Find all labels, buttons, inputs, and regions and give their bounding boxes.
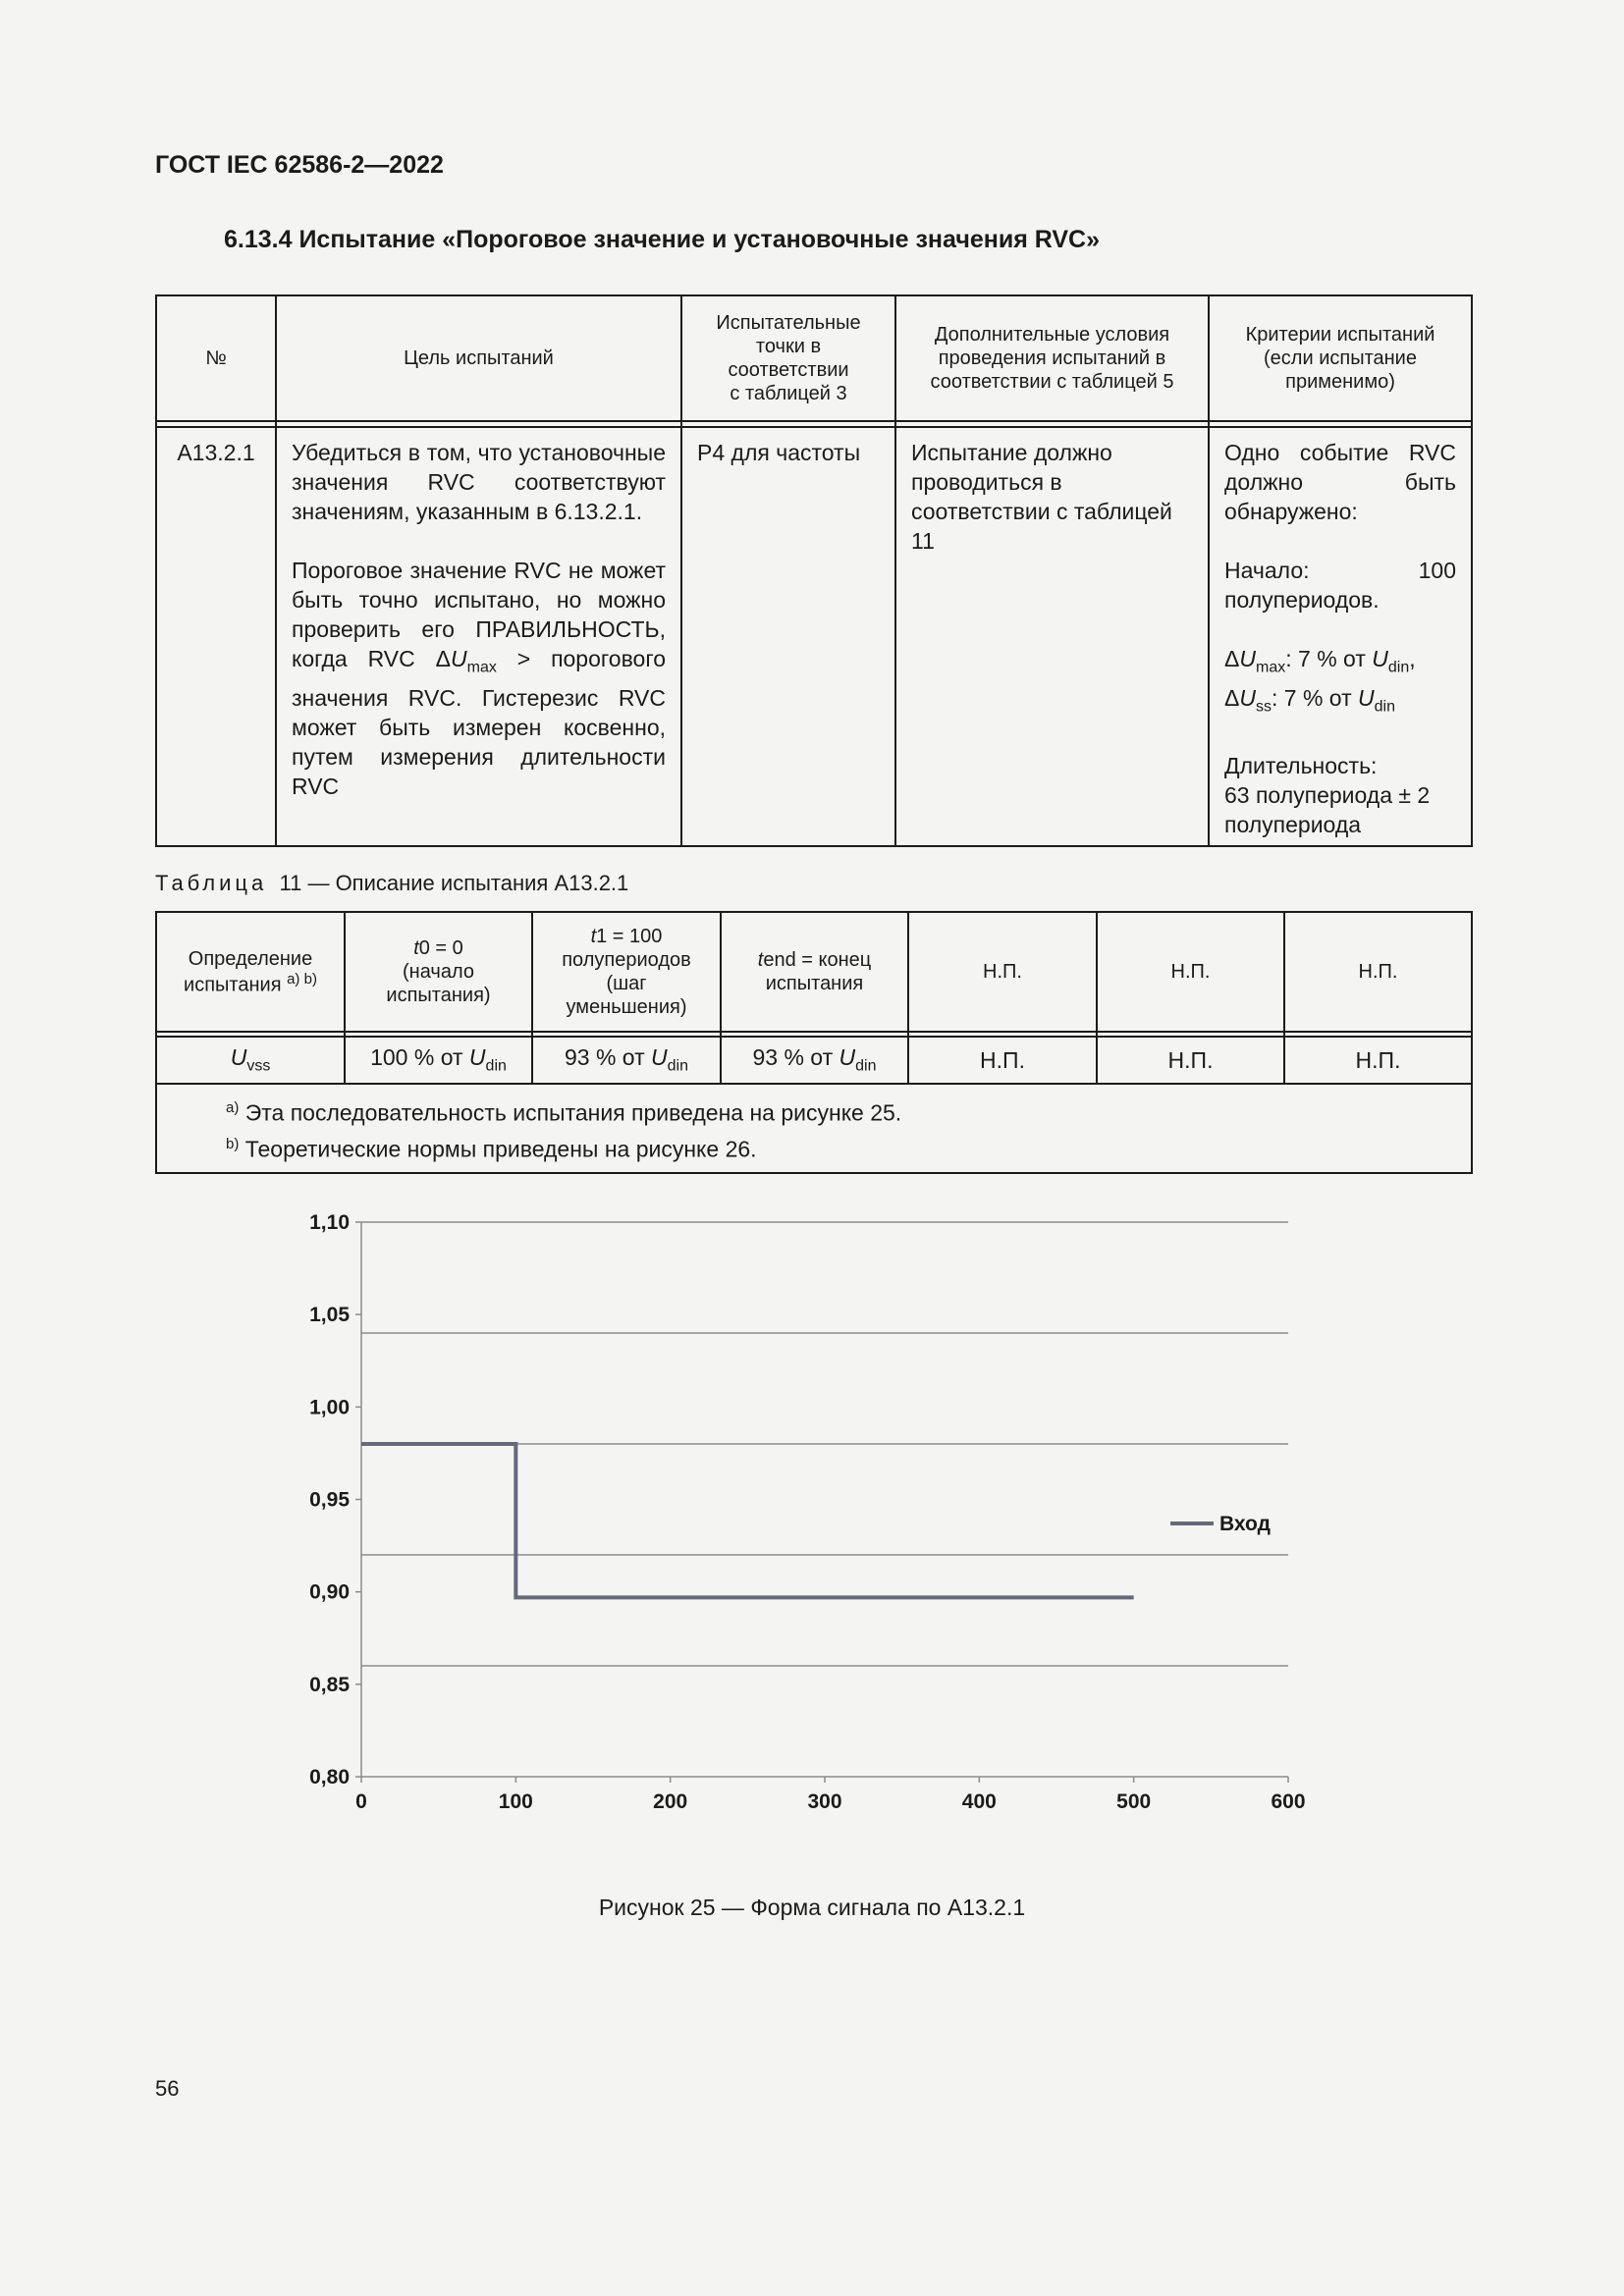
y-tick-label: 0,95 [309,1488,350,1512]
y-tick-label: 0,85 [309,1673,350,1696]
criteria-paragraph: Начало: 100 полупериодов. [1224,558,1456,613]
header-conditions [895,295,1209,421]
header-t0: t0 = 0 (начало испытания) [345,912,532,1032]
table-caption: Таблица 11 — Описание испытания A13.2.1 [155,871,629,895]
criteria-paragraph: Длительность: 63 полупериода ± 2 полупериода [1224,753,1431,838]
row-conditions: Испытание должно проводиться в соответствии с таблицей 11 [895,427,1209,846]
cell-value: 93 % от $U_{din}$ [721,1037,908,1084]
legend-label: Вход [1219,1512,1271,1535]
header-np: Н.П. [1097,912,1284,1032]
y-tick-label: 1,00 [309,1396,350,1419]
table-notes [156,1084,1472,1173]
test-table-row [156,427,1472,846]
row-num: A13.2.1 [156,427,276,846]
series-line [361,1444,1134,1597]
y-tick-label: 0,80 [309,1766,350,1789]
section-title: 6.13.4 Испытание «Пороговое значение и установочные значения RVC» [224,226,1100,253]
row-test-points: P4 для частоты [681,427,895,846]
header-points-line: Испытательные [716,312,861,334]
cell-np: Н.П. [908,1037,1097,1084]
header-num: № [156,295,276,421]
header-goal: Цель испытаний [276,295,681,421]
cell-uvss: $U_{vss}$ [156,1037,345,1084]
y-tick-label: 0,90 [309,1580,350,1604]
goal-paragraph: Пороговое значение RVC не может быть точно испытано, но можно проверить его ПРАВИЛЬНОСТЬ, когда RVC $\Delta U_{max}$ > порогового значения RVC. Гистерезис RVC может быть измерен косвенно, путем измерения длительности RVC [292,558,666,799]
y-tick-label: 1,10 [309,1211,350,1234]
header-definition: Определение испытания $^{a) b)}$ [156,912,345,1032]
x-tick-label: 400 [961,1790,997,1813]
x-tick-label: 300 [807,1790,842,1813]
x-tick-label: 600 [1271,1790,1306,1813]
test-table [155,294,1473,847]
footnote-b: $^{b)}$ Теоретические нормы приведены на рисунке 26. [226,1135,757,1162]
x-tick-label: 100 [498,1790,533,1813]
header-cond-line: Дополнительные условия [934,324,1170,346]
test-table-header [156,295,1472,421]
description-table-row [156,1037,1472,1084]
footnotes [156,1084,1472,1173]
header-cond-line: соответствии с таблицей 5 [930,371,1174,393]
header-t1: t1 = 100 полупериодов (шаг уменьшения) [532,912,721,1032]
header-crit-line: (если испытание [1264,347,1417,369]
cell-np: Н.П. [1097,1037,1284,1084]
header-np: Н.П. [1284,912,1472,1032]
header-cond-line: проведения испытаний в [938,347,1166,369]
document-id: ГОСТ IEC 62586-2—2022 [155,151,444,179]
figure-caption: Рисунок 25 — Форма сигнала по A13.2.1 [598,1895,1026,1920]
header-points-line: соответствии [728,359,849,381]
goal-paragraph: Убедиться в том, что установочные значения RVC соответствуют значениям, указанным в 6.13.2.1. [292,440,666,524]
header-points-line: с таблицей 3 [730,383,847,404]
header-criteria [1209,295,1472,421]
row-criteria [1209,427,1472,846]
y-tick-label: 1,05 [309,1304,350,1327]
signal-chart [295,1207,1335,1836]
description-table [155,911,1473,1174]
x-tick-label: 200 [653,1790,688,1813]
header-tend: tend = конец испытания [721,912,908,1032]
header-points-line: точки в [755,336,822,357]
footnote-a: $^{a)}$ Эта последовательность испытания приведена на рисунке 25. [226,1099,902,1126]
header-test-points [681,295,895,421]
header-crit-line: применимо) [1285,371,1395,393]
x-tick-label: 0 [355,1790,367,1813]
description-table-header [156,912,1472,1032]
cell-np: Н.П. [1284,1037,1472,1084]
cell-value: 93 % от $U_{din}$ [532,1037,721,1084]
row-goal [276,427,681,846]
x-tick-label: 500 [1116,1790,1152,1813]
criteria-paragraph: $\Delta U_{max}$: 7 % от $U_{din}$, $\Delta U_{ss}$: 7 % от $U_{din}$ [1224,646,1416,716]
page-number: 56 [155,2076,180,2101]
criteria-paragraph: Одно событие RVC должно быть обнаружено: [1224,440,1456,524]
header-crit-line: Критерии испытаний [1245,324,1435,346]
cell-value: 100 % от $U_{din}$ [345,1037,532,1084]
header-np: Н.П. [908,912,1097,1032]
